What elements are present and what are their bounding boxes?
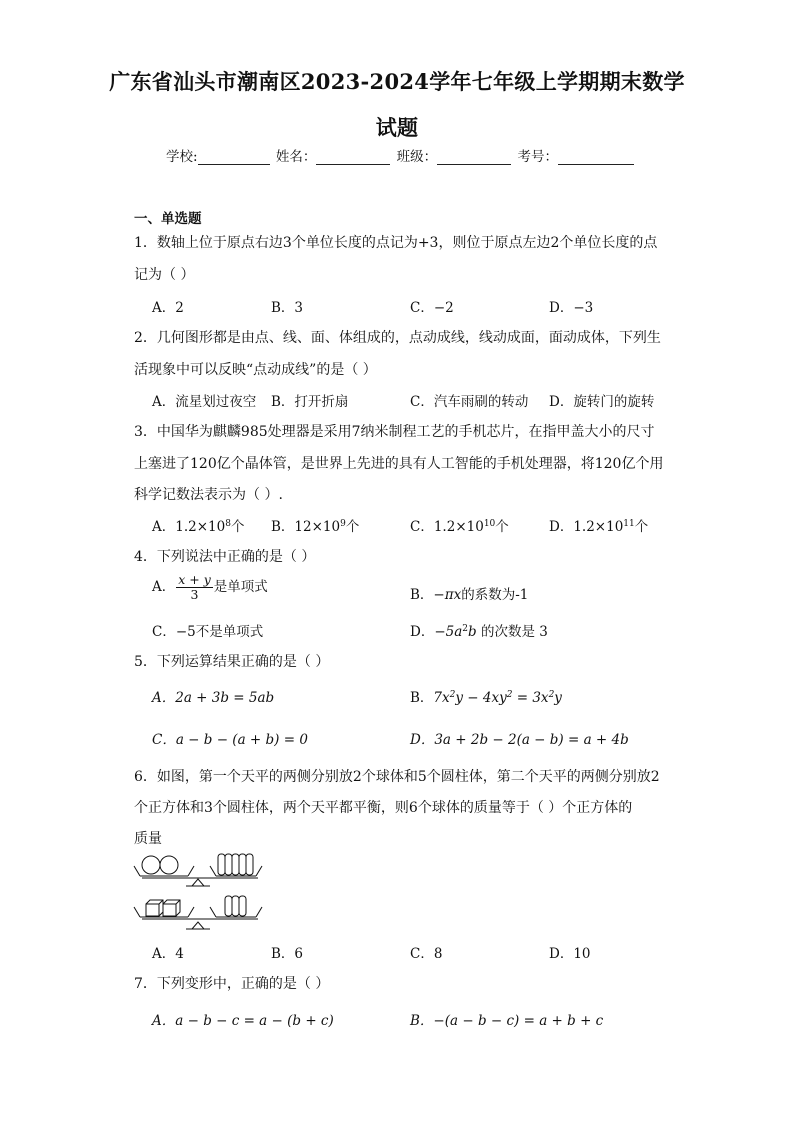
option-expression: −5a xyxy=(434,624,463,640)
question-6-text-cont2: 质量 xyxy=(134,831,162,847)
question-7-option-a[interactable]: A．a − b − c = a − (b + c) xyxy=(152,1013,334,1029)
class-blank[interactable] xyxy=(437,150,511,165)
question-4-option-b[interactable] xyxy=(410,583,528,603)
option-expression-tail: b xyxy=(468,624,477,640)
cylinder-icon xyxy=(232,854,239,875)
question-3-text: 3．中国华为麒麟985处理器是采用7纳米制程工艺的手机芯片，在指甲盖大小的尺寸 xyxy=(134,424,655,440)
option-letter: D． xyxy=(410,624,435,640)
option-exponent: 11 xyxy=(623,519,635,529)
question-6-option-d[interactable]: D．10 xyxy=(549,946,591,962)
question-4-option-a[interactable] xyxy=(152,573,268,602)
option-letter: B． xyxy=(410,587,434,603)
option-expression: −πx xyxy=(433,587,462,603)
question-7-option-b[interactable]: B．−(a − b − c) = a + b + c xyxy=(410,1013,604,1029)
question-3-text-cont: 上塞进了120亿个晶体管，是世界上先进的具有人工智能的手机处理器，将120亿个用 xyxy=(134,456,664,472)
option-letter: B． xyxy=(271,519,295,535)
option-letter: D． xyxy=(549,519,574,535)
option-exponent: 2 xyxy=(462,624,469,634)
question-1-text-cont: 记为（ ） xyxy=(134,267,195,283)
question-2-text: 2．几何图形都是由点、线、面、体组成的，点动成线，线动成面，面动成体，下列生 xyxy=(134,330,661,346)
question-2-option-d[interactable]: D．旋转门的旋转 xyxy=(549,394,655,410)
section-heading: 一、单选题 xyxy=(134,211,202,227)
question-2-option-b[interactable]: B．打开折扇 xyxy=(271,394,349,410)
option-unit: 个 xyxy=(634,519,649,535)
fraction xyxy=(176,573,213,602)
question-3-option-d[interactable] xyxy=(549,515,648,535)
question-2-text-cont: 活现象中可以反映“点动成线”的是（ ） xyxy=(134,362,377,378)
class-label: 班级： xyxy=(396,149,438,165)
fraction-numerator: x + y xyxy=(178,572,211,587)
question-6-option-a[interactable]: A．4 xyxy=(152,946,184,962)
name-label: 姓名： xyxy=(275,149,317,165)
option-coefficient: 12×10 xyxy=(294,519,341,535)
option-letter: B． xyxy=(410,690,434,706)
question-7-text: 7．下列变形中，正确的是（ ） xyxy=(134,976,330,992)
option-letter: A． xyxy=(152,579,176,595)
question-5-option-a[interactable]: A．2a + 3b = 5ab xyxy=(152,690,275,706)
option-letter: A． xyxy=(152,519,176,535)
question-1-text: 1．数轴上位于原点右边3个单位长度的点记为+3，则位于原点左边2个单位长度的点 xyxy=(134,235,658,251)
question-6-option-c[interactable]: C．8 xyxy=(410,946,443,962)
question-5-option-c[interactable]: C．a − b − (a + b) = 0 xyxy=(152,732,308,748)
name-blank[interactable] xyxy=(316,150,390,165)
question-6-text: 6．如图，第一个天平的两侧分别放2个球体和5个圆柱体，第二个天平的两侧分别放2 xyxy=(134,769,660,785)
option-text: 的系数为-1 xyxy=(461,587,529,603)
balance-scale-2-figure xyxy=(132,893,267,933)
question-1-option-d[interactable]: D．−3 xyxy=(549,300,594,316)
question-1-option-a[interactable]: A．2 xyxy=(152,300,184,316)
option-coefficient: 1.2×10 xyxy=(175,519,226,535)
balance-scale-1-figure xyxy=(132,848,267,888)
cylinder-icon xyxy=(225,854,232,875)
option-unit: 个 xyxy=(495,519,509,535)
school-label: 学校: xyxy=(166,149,198,165)
question-6-text-cont: 个正方体和3个圆柱体，两个天平都平衡，则6个球体的质量等于（ ）个正方体的 xyxy=(134,800,633,816)
fraction-denominator: 3 xyxy=(190,587,199,602)
question-2-option-c[interactable]: C．汽车雨刷的转动 xyxy=(410,394,529,410)
school-blank[interactable] xyxy=(198,150,270,165)
cylinder-icon xyxy=(218,854,225,875)
cylinder-icon xyxy=(246,854,253,875)
cylinder-icon xyxy=(239,854,246,875)
question-3-option-a[interactable] xyxy=(152,515,244,535)
option-exponent: 10 xyxy=(483,519,496,529)
option-letter: C． xyxy=(152,624,176,640)
exam-title: 广东省汕头市潮南区2023-2024学年七年级上学期期末数学 xyxy=(109,69,685,94)
student-info-row xyxy=(166,145,636,165)
sphere-icon xyxy=(160,856,178,874)
exam-title-continued: 试题 xyxy=(375,115,419,140)
question-3-option-b[interactable] xyxy=(271,515,359,535)
option-letter: C． xyxy=(410,519,434,535)
cylinder-icon xyxy=(239,896,246,916)
option-text: −5不是单项式 xyxy=(175,624,264,640)
question-4-option-d[interactable] xyxy=(410,620,548,640)
option-unit: 个 xyxy=(230,519,245,535)
question-3-text-cont2: 科学记数法表示为（ ）. xyxy=(134,487,283,503)
question-1-option-b[interactable]: B．3 xyxy=(271,300,304,316)
question-2-option-a[interactable]: A．流星划过夜空 xyxy=(152,394,257,410)
question-4-text: 4．下列说法中正确的是（ ） xyxy=(134,549,316,565)
option-text: 的次数是 3 xyxy=(476,624,548,640)
question-5-text: 5．下列运算结果正确的是（ ） xyxy=(134,654,330,670)
cylinder-icon xyxy=(225,896,232,916)
option-exponent: 9 xyxy=(340,519,346,529)
exam-number-blank[interactable] xyxy=(558,150,634,165)
cube-icon xyxy=(163,900,180,916)
option-exponent: 8 xyxy=(225,519,231,529)
option-coefficient: 1.2×10 xyxy=(573,519,624,535)
question-5-option-b[interactable]: B．$7x^2y - 4xy^2 = 3x^2y$ xyxy=(410,690,562,706)
cube-icon xyxy=(146,900,163,916)
question-6-option-b[interactable]: B．6 xyxy=(271,946,304,962)
cylinder-icon xyxy=(232,896,239,916)
question-1-option-c[interactable]: C．−2 xyxy=(410,300,454,316)
question-5-option-d[interactable]: D．3a + 2b − 2(a − b) = a + 4b xyxy=(410,732,629,748)
exam-number-label: 考号： xyxy=(517,149,558,165)
option-text: 是单项式 xyxy=(213,579,268,595)
option-coefficient: 1.2×10 xyxy=(433,519,484,535)
option-unit: 个 xyxy=(345,519,360,535)
question-4-option-c[interactable] xyxy=(152,620,263,640)
question-3-option-c[interactable] xyxy=(410,515,509,535)
sphere-icon xyxy=(142,856,160,874)
